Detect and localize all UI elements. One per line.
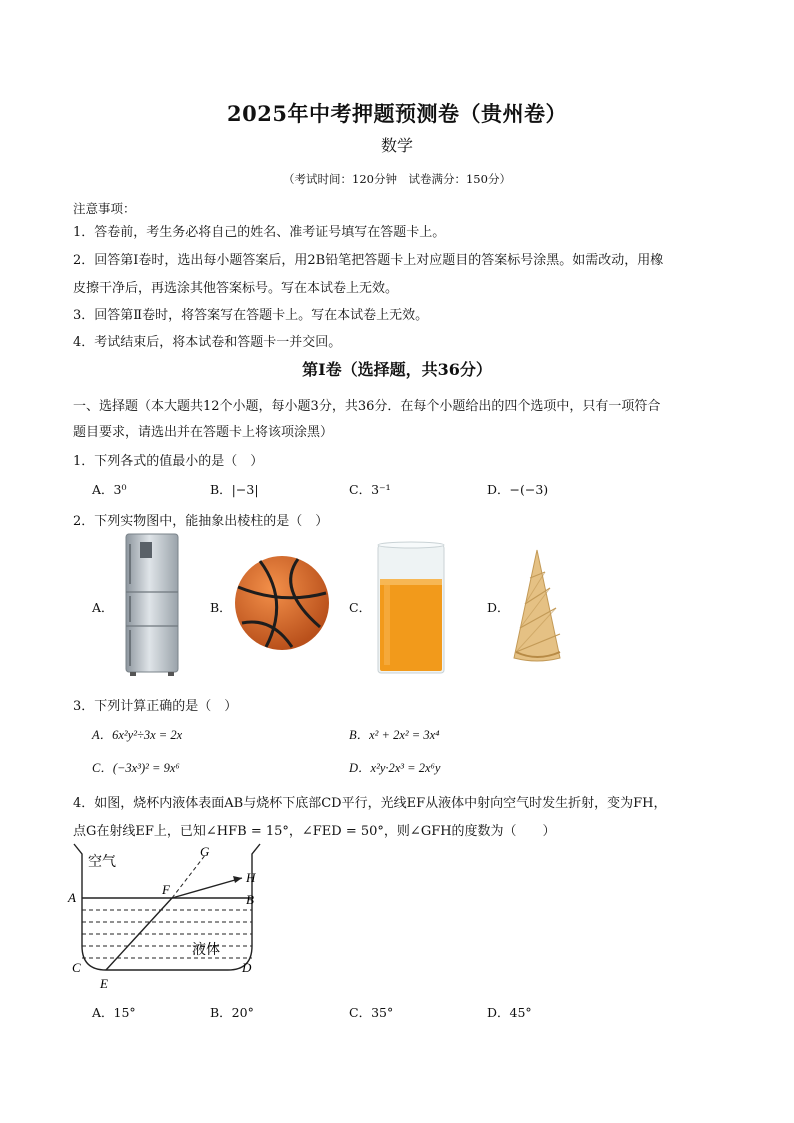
- section-instructions: 题目要求，请选出并在答题卡上将该项涂黑）: [73, 425, 334, 440]
- point-c-label: C: [72, 960, 81, 975]
- q1-option-d: D．−(−3): [487, 482, 549, 497]
- q2-option-b-label: B．: [210, 600, 232, 615]
- q1-option-b: B．|−3|: [210, 482, 259, 497]
- ray-fg: [172, 854, 206, 898]
- ice-cream-cone-image: [510, 548, 564, 664]
- point-a-label: A: [68, 890, 76, 905]
- q4-option-b: B．20°: [210, 1005, 254, 1020]
- q4-option-c: C．35°: [349, 1005, 394, 1020]
- question-1-stem: 1．下列各式的值最小的是（ ）: [73, 454, 264, 469]
- question-2-stem: 2．下列实物图中，能抽象出棱柱的是（ ）: [73, 514, 329, 529]
- beaker-diagram: [66, 840, 266, 1000]
- page-title: 2025年中考押题预测卷（贵州卷）: [227, 101, 567, 126]
- question-4-stem: 点G在射线EF上，已知∠HFB = 15°，∠FED = 50°，则∠GFH的度数为（ ）: [73, 824, 556, 839]
- point-f-label: F: [162, 882, 170, 897]
- exam-info: （考试时间：120分钟 试卷满分：150分）: [283, 172, 511, 186]
- q3-option-b: B．x² + 2x² = 3x⁴: [349, 728, 440, 742]
- point-b-label: B: [246, 892, 254, 907]
- point-h-label: H: [246, 870, 256, 885]
- refrigerator-image: [120, 532, 184, 678]
- section-instructions: 一、选择题（本大题共12个小题，每小题3分，共36分．在每个小题给出的四个选项中，只有一项符合: [73, 399, 661, 414]
- q4-option-d: D．45°: [487, 1005, 532, 1020]
- notice-item: 皮擦干净后，再选涂其他答案标号。写在本试卷上无效。: [73, 281, 399, 296]
- subject-title: 数学: [380, 136, 413, 155]
- notice-item: 2．回答第Ⅰ卷时，选出每小题答案后，用2B铅笔把答题卡上对应题目的答案标号涂黑。如需改动，用橡: [73, 253, 664, 268]
- notice-item: 1．答卷前，考生务必将自己的姓名、准考证号填写在答题卡上。: [73, 225, 446, 240]
- q3-option-d: D．x²y·2x³ = 2x⁶y: [349, 761, 441, 775]
- question-3-stem: 3．下列计算正确的是（ ）: [73, 699, 238, 714]
- notice-item: 3．回答第Ⅱ卷时，将答案写在答题卡上。写在本试卷上无效。: [73, 308, 429, 323]
- question-4-stem: 4．如图，烧杯内液体表面AB与烧杯下底部CD平行，光线EF从液体中射向空气时发生折射，变为FH，: [73, 796, 667, 811]
- ray-fh: [172, 878, 242, 898]
- notice-heading: 注意事项：: [73, 201, 136, 216]
- liquid-label: 液体: [192, 943, 220, 958]
- q2-option-a-label: A．: [92, 600, 114, 615]
- q1-option-a: A．3⁰: [92, 482, 127, 497]
- basketball-image: [232, 553, 332, 653]
- point-d-label: D: [242, 960, 252, 975]
- q3-option-a: A．6x²y²÷3x = 2x: [92, 728, 183, 742]
- juice-glass-image: [374, 539, 450, 675]
- q1-option-c: C．3⁻¹: [349, 482, 391, 497]
- q2-option-c-label: C．: [349, 600, 372, 615]
- air-label: 空气: [88, 855, 116, 870]
- point-g-label: G: [200, 844, 210, 859]
- q3-option-c: C．(−3x³)² = 9x⁶: [92, 761, 180, 775]
- notice-item: 4．考试结束后，将本试卷和答题卡一并交回。: [73, 335, 342, 350]
- q4-option-a: A．15°: [92, 1005, 136, 1020]
- section-title: 第Ⅰ卷（选择题，共36分）: [302, 360, 492, 379]
- point-e-label: E: [100, 976, 108, 991]
- q2-option-d-label: D．: [487, 600, 510, 615]
